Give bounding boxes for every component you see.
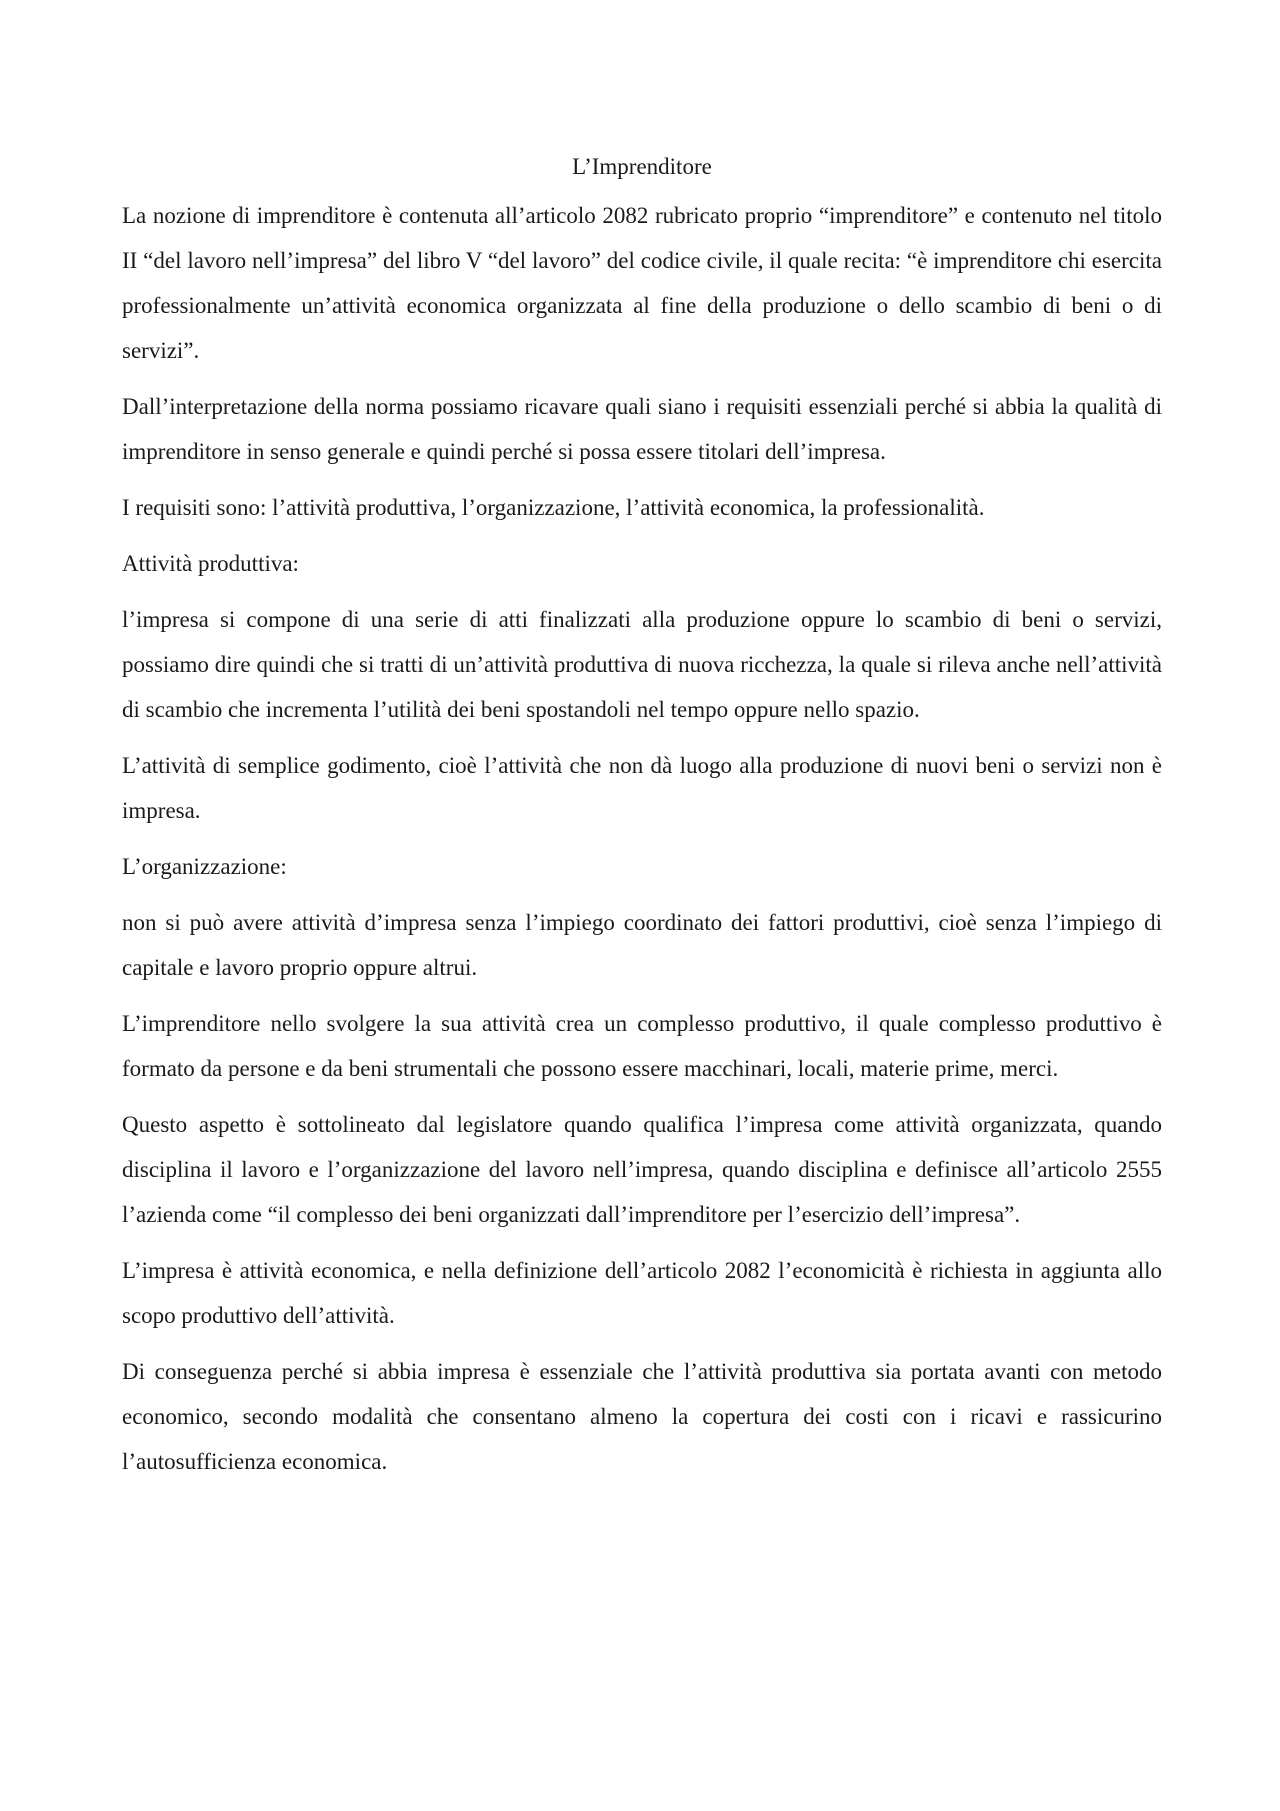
paragraph-organization: non si può avere attività d’impresa senza l’impiego coordinato dei fattori produttivi, cioè senza l’impiego di capitale e lavoro proprio oppure altrui. [122, 910, 1162, 980]
paragraph-requirements: I requisiti sono: l’attività produttiva, l’organizzazione, l’attività economica, la professionalità. [122, 495, 985, 520]
paragraph-productive-activity: l’impresa si compone di una serie di atti finalizzati alla produzione oppure lo scambio di beni o servizi, possiamo dire quindi che si tratti di un’attività produttiva di nuova ricchezza, la quale si rileva anche nell’attività di scambio che incrementa l’utilità dei beni spostandoli nel tempo oppure nello spazio. [122, 607, 1162, 722]
paragraph-economic-activity: L’impresa è attività economica, e nella definizione dell’articolo 2082 l’economicità è richiesta in aggiunta allo scopo produttivo dell’attività. [122, 1258, 1162, 1328]
heading-organization: L’organizzazione: [122, 854, 287, 879]
heading-productive-activity: Attività produttiva: [122, 551, 299, 576]
paragraph-legislator: Questo aspetto è sottolineato dal legislatore quando qualifica l’impresa come attività organizzata, quando disciplina il lavoro e l’organizzazione del lavoro nell’impresa, quando disciplina e definisce all’articolo 2555 l’azienda come “il complesso dei beni organizzati dall’imprenditore per l’esercizio dell’impresa”. [122, 1112, 1162, 1227]
paragraph-interpretation: Dall’interpretazione della norma possiamo ricavare quali siano i requisiti essenziali perché si abbia la qualità di imprenditore in senso generale e quindi perché si possa essere titolari dell’impresa. [122, 394, 1162, 464]
paragraph-definition: La nozione di imprenditore è contenuta all’articolo 2082 rubricato proprio “imprenditore” e contenuto nel titolo II “del lavoro nell’impresa” del libro V “del lavoro” del codice civile, il quale recita: “è imprenditore chi esercita professionalmente un’attività economica organizzata al fine della produzione o dello scambio di beni o di servizi”. [122, 203, 1162, 363]
paragraph-productive-complex: L’imprenditore nello svolgere la sua attività crea un complesso produttivo, il quale complesso produttivo è formato da persone e da beni strumentali che possono essere macchinari, locali, materie prime, merci. [122, 1011, 1162, 1081]
paragraph-enjoyment-activity: L’attività di semplice godimento, cioè l’attività che non dà luogo alla produzione di nuovi beni o servizi non è impresa. [122, 753, 1162, 823]
document-body [122, 150, 1162, 1495]
paragraph-economic-method: Di conseguenza perché si abbia impresa è essenziale che l’attività produttiva sia portata avanti con metodo economico, secondo modalità che consentano almeno la copertura dei costi con i ricavi e rassicurino l’autosufficienza economica. [122, 1359, 1162, 1474]
document-title: L’Imprenditore [572, 154, 712, 179]
